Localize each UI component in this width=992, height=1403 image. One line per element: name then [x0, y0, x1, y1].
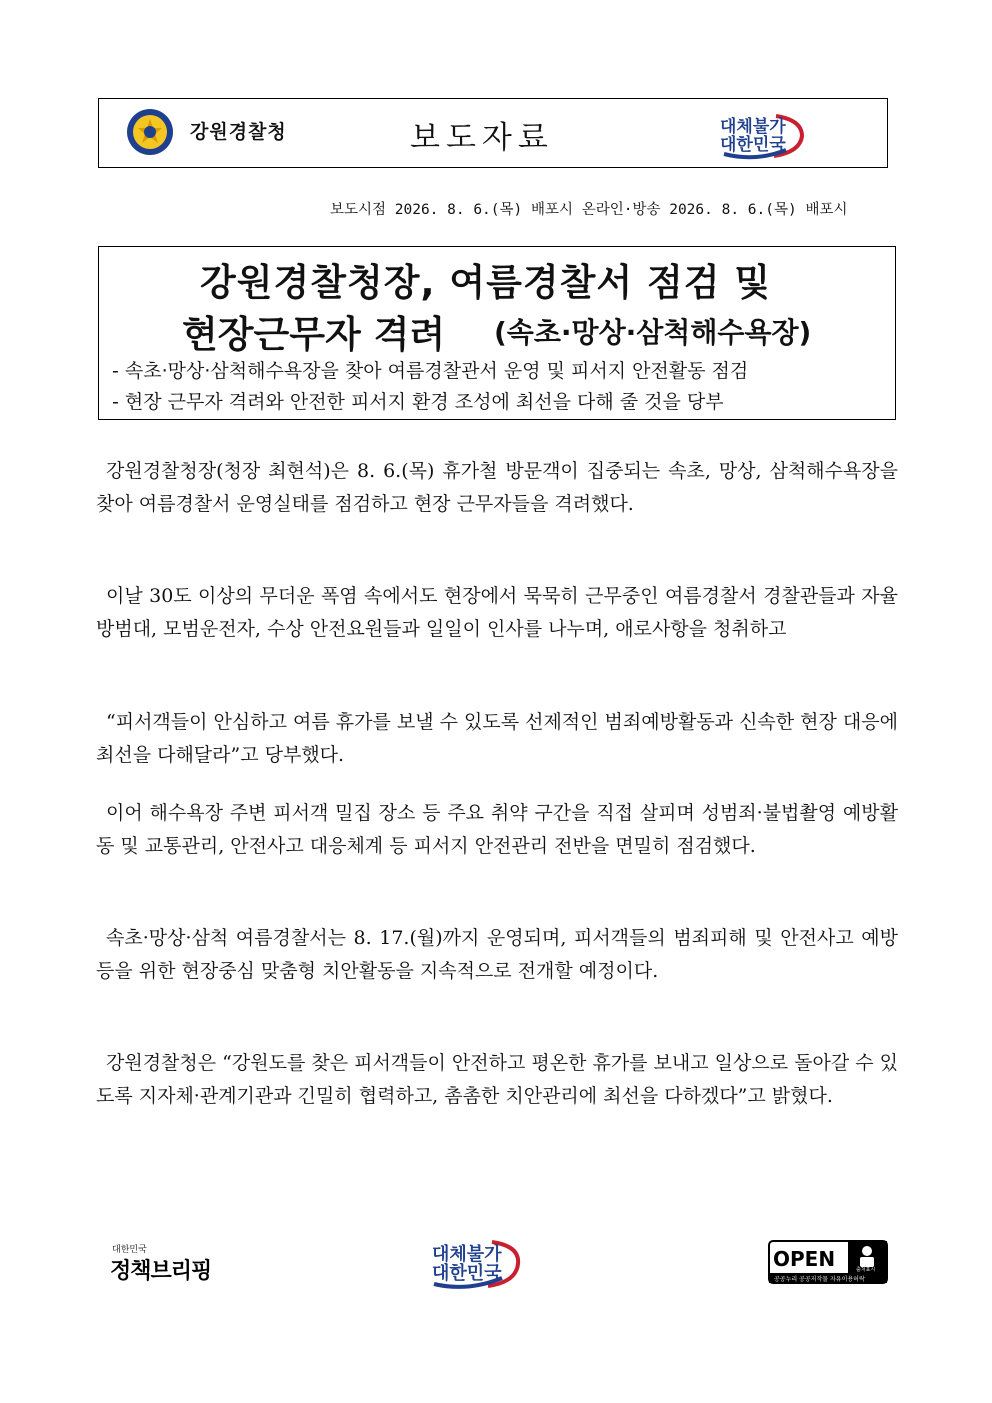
body-paragraph-2: 이날 30도 이상의 무더운 폭염 속에서도 현장에서 묵묵히 근무중인 여름경찰서 경찰관들과 자율방범대, 모범운전자, 수상 안전요원들과 일일이 인사를 나누며, 애로사항을 청취하고	[96, 585, 898, 640]
headline-line2-location: (속초·망상·삼척해수욕장)	[494, 316, 812, 349]
body-paragraph-5: 속초·망상·삼척 여름경찰서는 8. 17.(월)까지 운영되며, 피서객들의 범죄피해 및 안전사고 예방 등을 위한 현장중심 맞춤형 치안활동을 지속적으로 전개할 예정이다.	[96, 927, 898, 982]
open-badge-text: 출처표시	[856, 1267, 876, 1273]
body-paragraph-6: 강원경찰청은 “강원도를 찾은 피서객들이 안전하고 평온한 휴가를 보내고 일상으로 돌아갈 수 있도록 지자체·관계기관과 긴밀히 협력하고, 촘촘한 치안관리에 최선을 다하겠다”고 밝혔다.	[96, 1052, 898, 1107]
slogan-line2: 대한민국	[720, 135, 786, 155]
release-time: 보도시점 2026. 8. 6.(목) 배포시 온라인·방송 2026. 8. 6.(목) 배포시	[330, 202, 848, 218]
subtitle-2: - 현장 근무자 격려와 안전한 피서지 환경 조성에 최선을 다해 줄 것을 당부	[112, 391, 724, 413]
body-paragraph-3: “피서객들이 안심하고 여름 휴가를 보낼 수 있도록 선제적인 범죄예방활동과 신속한 현장 대응에 최선을 다해달라”고 당부했다.	[96, 711, 898, 766]
policy-briefing-small-text: 대한민국	[112, 1245, 147, 1255]
open-label: OPEN	[773, 1247, 836, 1271]
open-license-logo	[768, 1240, 888, 1284]
body-paragraph-4: 이어 해수욕장 주변 피서객 밀집 장소 등 주요 취약 구간을 직접 살피며 성범죄·불법촬영 예방활동 및 교통관리, 안전사고 대응체계 등 피서지 안전관리 전반을 면밀히 점검했다.	[96, 802, 898, 857]
subtitle-1: - 속초·망상·삼척해수욕장을 찾아 여름경찰관서 운영 및 피서지 안전활동 점검	[112, 360, 749, 382]
police-emblem-logo	[126, 108, 174, 156]
slogan-line1: 대체불가	[720, 117, 786, 137]
open-sub-text: 공공누리 공공저작물 자유이용허락	[774, 1276, 865, 1283]
body-paragraph-1: 강원경찰청장(청장 최현석)은 8. 6.(목) 휴가철 방문객이 집중되는 속초, 망상, 삼척해수욕장을 찾아 여름경찰서 운영실태를 점검하고 현장 근무자들을 격려했다.	[96, 460, 898, 515]
policy-briefing-logo: 정책브리핑	[110, 1259, 212, 1284]
footer-slogan-line2: 대한민국	[432, 1263, 502, 1284]
footer-slogan-line1: 대체불가	[432, 1244, 502, 1265]
headline-line1: 강원경찰청장, 여름경찰서 점검 및	[200, 261, 772, 304]
slogan-logo	[716, 110, 808, 160]
agency-name: 강원경찰청	[190, 121, 287, 143]
slogan-footer-logo	[428, 1236, 524, 1290]
headline-line2: 현장근무자 격려	[182, 313, 446, 356]
document-type: 보도자료	[410, 120, 554, 156]
